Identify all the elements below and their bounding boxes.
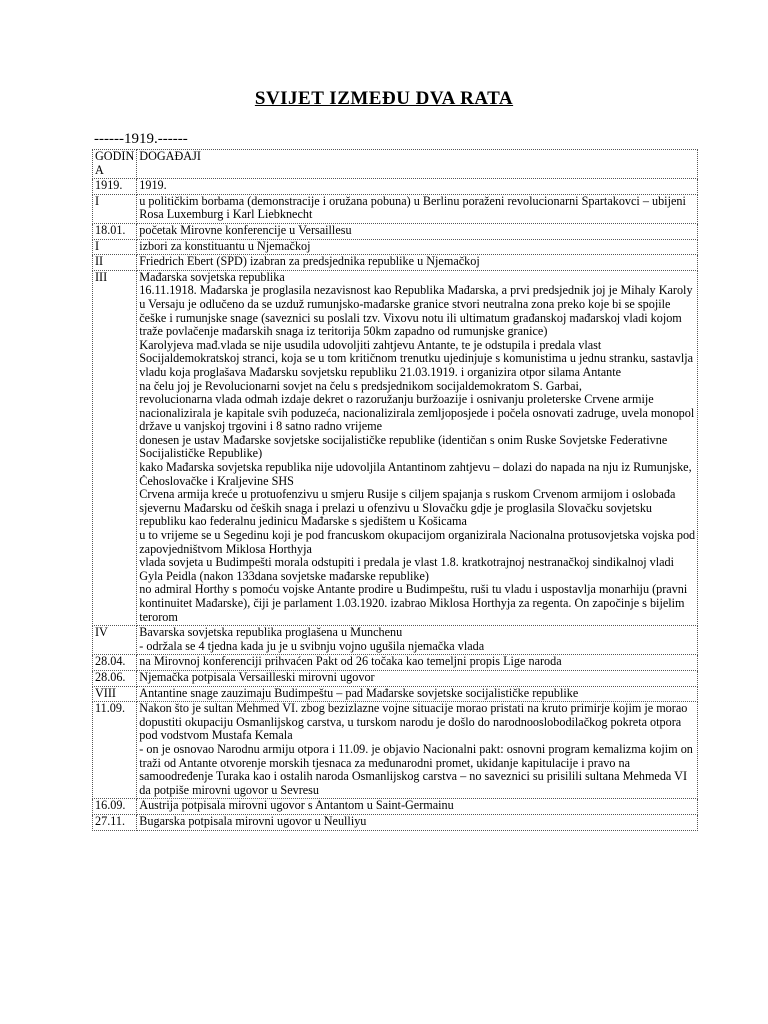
event-text-line: kako Mađarska sovjetska republika nije udovoljila Antantinom zahtjevu – dolazi do napada na nju iz Rumunjske, [139,461,692,475]
event-text-line: Čehoslovačke i Kraljevine SHS [139,474,294,488]
row-events [137,799,698,815]
event-text-line: zapovjedništvom Miklosa Horthyja [139,542,312,556]
row-events [137,239,698,255]
event-text-line: češke i rumunjske snage (saveznici su poslali tzv. Vixovu notu ili ultimatum građanskoj mađarskoj vladi kojom [139,311,682,325]
event-text-line: na čelu joj je Revolucionarni sovjet na čelu s predsjednikom socijaldemokratom S. Garbai, [139,379,582,393]
event-text-line: terorom [139,610,178,624]
table-row [93,223,698,239]
event-text-line: Socijalističke Republike) [139,447,263,461]
event-text-line: vladu koja proglašava Mađarsku sovjetsku republiku 21.03.1919. i organizira otpor silama Antante [139,365,622,379]
event-text-line: traže povlačenje mađarskih snaga iz teritorija 50km zapadno od rumunjske granice) [139,325,548,339]
row-events [137,223,698,239]
event-text-line: Mađarska sovjetska republika [139,270,285,284]
table-row [93,239,698,255]
event-text-line: u Versaju je odlučeno da se uzduž rumunjsko-mađarske granice stvori neutralna zona preko koje bi se spojile [139,297,671,311]
event-text-line: Nakon što je sultan Mehmed VI. zbog bezizlazne vojne situacije morao pristati na kruto primirje kojim je morao [139,702,688,716]
row-events [137,702,698,799]
table-row [93,670,698,686]
table-row [93,686,698,702]
table-row [93,814,698,830]
header-year: GODIN A [93,150,137,179]
row-date: I [93,239,137,255]
row-events [137,686,698,702]
event-text-line: da potpiše mirovni ugovor u Sevresu [139,783,320,797]
row-events [137,814,698,830]
row-events [137,179,698,195]
event-text-line: Karolyjeva mađ.vlada se nije usudila udovoljiti zahtjevu Antante, te je odstupila i predala vlast [139,338,602,352]
event-text-line: dopustiti okupaciju Osmanlijskog carstva, u turskom narodu je došlo do narodnooslobodilačkog pokreta otpora [139,715,682,729]
table-row [93,179,698,195]
row-events [137,626,698,655]
header-events: DOGAĐAJI [137,150,698,179]
event-text-line: izbori za konstituantu u Njemačkoj [139,239,311,253]
event-text-line: Crvena armija kreće u protuofenzivu u smjeru Rusije s ciljem spajanja s ruskom Crvenom armijom i oslobađa [139,488,676,502]
event-text-line: 1919. [139,179,167,193]
event-text-line: Gyla Peidla (nakon 133dana sovjetske mađarske republike) [139,569,429,583]
event-text-line: traži od Antante otvorenje morskih tjesnaca za međunarodni promet, ukidanje kapitulacije i pravo na [139,756,630,770]
row-date: III [93,270,137,625]
event-text-line: u političkim borbama (demonstracije i oružana pobuna) u Berlinu poraženi revolucionarni Spartakovci – ubijeni [139,194,686,208]
event-text-line: - održala se 4 tjedna kada ju je u svibnju vojno ugušila njemačka vlada [139,639,485,653]
row-date: 16.09. [93,799,137,815]
row-date: II [93,255,137,271]
table-row [93,255,698,271]
event-text-line: na Mirovnoj konferenciji prihvaćen Pakt od 26 točaka kao temeljni propis Lige naroda [139,655,562,669]
event-text-line: kontinuitet Mađarske), čiji je parlament 1.03.1920. izabrao Miklosa Horthyja za regenta. On započinje s bijelim [139,597,685,610]
table-row [93,702,698,799]
event-text-line: republiku kao federalnu jedinicu Mađarske s sjedištem u Košicama [139,515,467,529]
table-row [93,799,698,815]
row-date: VIII [93,686,137,702]
event-text-line: pod vodstvom Mustafa Kemala [139,729,293,743]
year-heading: ------1919.------ [94,131,188,147]
event-text-line: Bavarska sovjetska republika proglašena u Munchenu [139,626,403,640]
events-table-body [93,150,698,831]
row-events [137,655,698,671]
event-text-line: samoodređenje Turaka kao i ostalih naroda Osmanlijskog carstva – no saveznici su prisilili sultana Mehmeda VI [139,770,688,784]
table-row [93,655,698,671]
event-text-line: Austrija potpisala mirovni ugovor s Antantom u Saint-Germainu [139,799,454,813]
row-events [137,194,698,223]
event-text-line: donesen je ustav Mađarske sovjetske socijalističke republike (identičan s onim Ruske Sovjetske Federativne [139,433,668,447]
row-date: I [93,194,137,223]
event-text-line: početak Mirovne konferencije u Versaillesu [139,223,352,237]
event-text-line: sjevernu Mađarsku od čeških snaga i prelazi u ofenzivu u Slovačku gdje je proglasila Slovačku sovjetsku [139,501,653,515]
row-date: 27.11. [93,814,137,830]
events-table [92,149,698,831]
row-events [137,270,698,625]
row-date: IV [93,626,137,655]
row-date: 11.09. [93,702,137,799]
event-text-line: vlada sovjeta u Budimpešti morala odstupiti i predala je vlast 1.8. kratkotrajnoj nestranačkoj sindikalnoj vladi [139,556,675,570]
event-text-line: Rosa Luxemburg i Karl Liebknecht [139,208,313,222]
event-text-line: u to vrijeme se u Segedinu koji je pod francuskom okupacijom organizirala Nacionalna protusovjetska vojska pod [139,529,696,543]
event-text-line: Antantine snage zauzimaju Budimpeštu – pad Mađarske sovjetske socijalističke republike [139,686,579,700]
table-row [93,270,698,625]
row-events [137,255,698,271]
event-text-line: Bugarska potpisala mirovni ugovor u Neulliyu [139,814,367,828]
row-date: 18.01. [93,223,137,239]
row-date: 1919. [93,179,137,195]
event-text-line: Njemačka potpisala Versailleski mirovni ugovor [139,670,375,684]
event-text-line: Friedrich Ebert (SPD) izabran za predsjednika republike u Njemačkoj [139,255,480,269]
document-title: SVIJET IZMEĐU DVA RATA [254,88,514,109]
table-row [93,194,698,223]
event-text-line: 16.11.1918. Mađarska je proglasila nezavisnost kao Republika Mađarska, a prvi predsjednik joj je Mihaly Karoly [139,284,693,298]
table-header-row [93,150,698,179]
table-row [93,626,698,655]
event-text-line: no admiral Horthy s pomoću vojske Antante prodire u Budimpeštu, ruši tu vladu i uspostavlja monarhiju (pravni [139,583,688,597]
event-text-line: države u vanjskoj trgovini i 8 satno radno vrijeme [139,420,383,434]
event-text-line: nacionalizirala je kapitale svih poduzeća, nacionalizirala zemljoposjede i počela osnovati zadruge, uvela monopol [139,406,695,420]
event-text-line: - on je osnovao Narodnu armiju otpora i 11.09. je objavio Nacionalni pakt: osnovni program kemalizma kojim on [139,742,693,756]
row-date: 28.04. [93,655,137,671]
event-text-line: revolucionarna vlada odmah izdaje dekret o razoružanju buržoazije i osnivanju proleterske Crvene armije [139,393,654,407]
row-events [137,670,698,686]
event-text-line: Socijaldemokratskoj stranci, koja se u tom kritičnom trenutku ujedinjuje s komunistima u jednu stranku, sastavlja [139,352,694,366]
row-date: 28.06. [93,670,137,686]
